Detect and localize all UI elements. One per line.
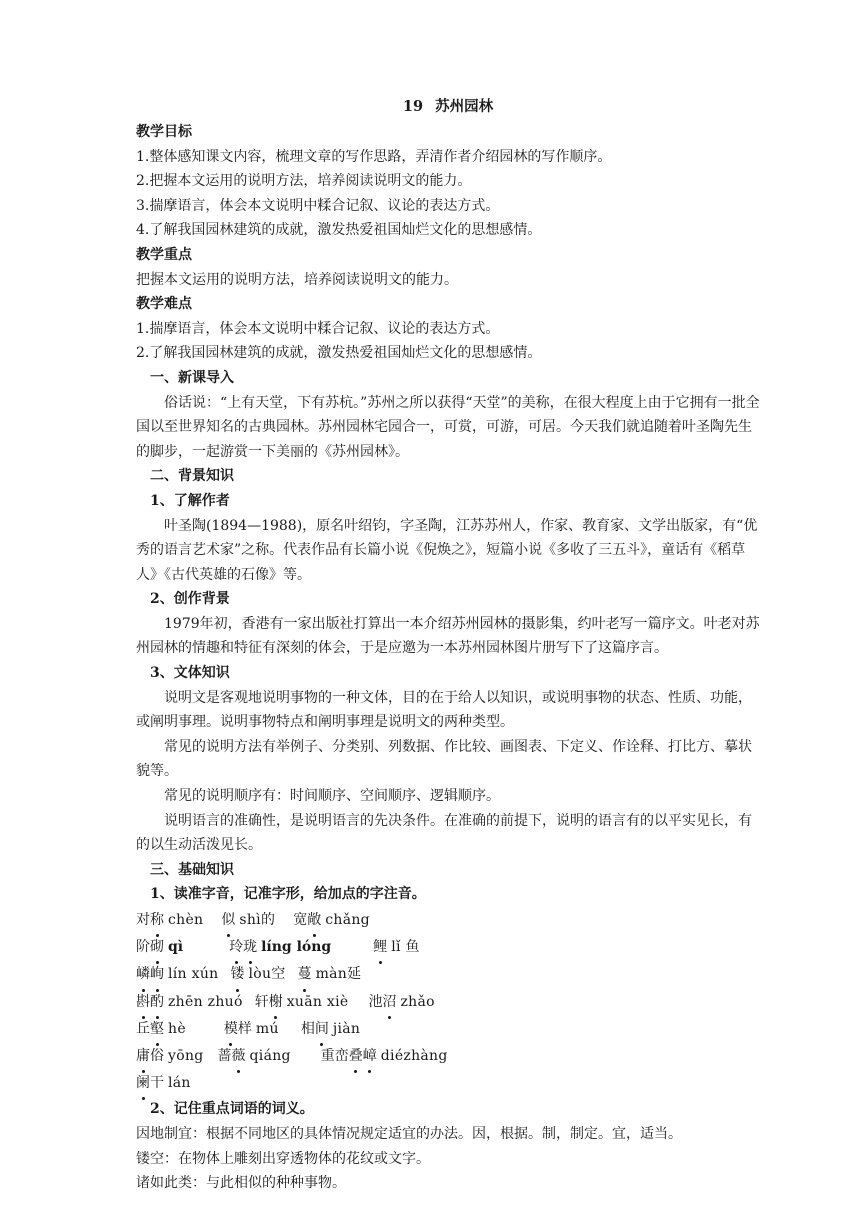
pinyin-annotation: chǎng [325,912,370,928]
basics-heading: 三、基础知识 [150,861,234,878]
pinyin-word [368,989,434,1016]
word-char: 俗 [150,1047,164,1064]
pinyin-annotation: qiáng [249,1047,291,1064]
goal-item: 4.了解我国园林建筑的成就，激发热爱祖国灿烂文化的思想感情。 [136,222,542,239]
vocab-item: 镂空：在物体上雕刻出穿透物体的花纹或文字。 [136,1150,430,1167]
pinyin-annotation: màn延 [315,966,362,983]
dotted-char: 珑 [243,934,257,961]
word-char: 丘 [136,1020,150,1037]
word-char: 宽 [293,912,308,928]
dotted-char: 称 [150,907,164,934]
pinyin-annotation: hè [168,1020,186,1037]
pinyin-annotation: zhēn zhuó [168,993,243,1010]
pinyin-annotation: qì [168,939,184,956]
pinyin-word [224,1016,279,1043]
pinyin-word [136,961,218,988]
vocab-heading: 2、记住重点词语的词义。 [150,1101,314,1118]
pinyin-word [136,934,183,961]
dotted-char: 间 [315,1016,329,1043]
pinyin-word [298,961,362,988]
pinyin-line [136,961,760,988]
dotted-char: 敞 [307,907,321,934]
pinyin-word [136,907,203,934]
word-char: 重峦 [320,1047,349,1064]
pinyin-annotation: líng lóng [261,939,332,956]
dotted-char: 嶂 [363,1043,377,1070]
genre-paragraph: 说明文是客观地说明事物的一种文体，目的在于给人以知识，或说明事物的状态、性质、功能，或阐明事理。说明事物特点和阐明事理是说明文的两种类型。 [136,689,752,731]
dotted-char: 阑 [136,1070,150,1097]
pinyin-annotation: diézhàng [380,1047,448,1064]
genre-heading: 3、文体知识 [150,665,230,682]
pinyin-word [373,934,420,961]
pinyin-line [136,907,760,934]
dotted-char: 似 [221,907,235,934]
pinyin-annotation: lín xún [168,966,219,983]
author-text: 叶圣陶(1894—1988)，原名叶绍钧，字圣陶，江苏苏州人，作家、教育家、文学出版家，有“优秀的语言艺术家”之称。代表作品有长篇小说《倪焕之》，短篇小说《多收了三五斗》，童话有《稻草人》《古代英雄的石像》等。 [136,517,758,583]
pinyin-word [229,934,331,961]
intro-heading: 一、新课导入 [150,369,234,386]
difficulty-item: 2.了解我国园林建筑的成就，激发热爱祖国灿烂文化的思想感情。 [136,345,542,362]
pinyin-word [293,907,370,934]
pinyin-line [136,1070,760,1097]
pinyin-heading: 1、读准字音，记准字形，给加点的字注音。 [150,886,426,903]
intro-text: 俗话说：“上有天堂，下有苏杭。”苏州之所以获得“天堂”的美称，在很大程度上由于它拥有一批全国以至世界知名的古典园林。苏州园林宅园合一，可赏，可游，可居。今天我们就追随着叶圣陶先生的脚步，一起游赏一下美丽的《苏州园林》。 [136,394,760,460]
key-text: 把握本文运用的说明方法，培养阅读说明文的能力。 [136,271,458,288]
word-char: 对 [136,912,150,928]
pinyin-word [218,1043,291,1070]
dotted-char: 斟 [136,989,150,1016]
vocab-item: 因地制宜：根据不同地区的具体情况规定适宜的办法。因，根据。制，制定。宜，适当。 [136,1125,682,1142]
pinyin-annotation: chèn [168,912,204,928]
pinyin-word [321,1043,448,1070]
genre-paragraph: 常见的说明顺序有：时间顺序、空间顺序、逻辑顺序。 [164,788,500,805]
word-char: 干 [150,1075,164,1092]
document-body [136,94,760,1196]
dotted-char: 嶙 [136,961,150,988]
goals-heading: 教学目标 [136,124,192,140]
vocab-item: 诸如此类：与此相似的种种事物。 [136,1175,346,1192]
creation-heading: 2、创作背景 [150,591,230,608]
pinyin-annotation: lǐ 鱼 [391,939,420,956]
word-char: 蔷 [217,1047,232,1064]
dotted-char: 蔓 [298,961,312,988]
pinyin-word [136,1070,191,1097]
word-char: 轩 [254,993,269,1010]
pinyin-annotation: lán [168,1075,191,1092]
goal-item: 3.揣摩语言，体会本文说明中糅合记叙、议论的表达方式。 [136,197,500,214]
pinyin-line [136,989,760,1016]
pinyin-word [230,961,285,988]
pinyin-word [136,989,243,1016]
author-heading: 1、了解作者 [150,492,230,509]
pinyin-annotation: jiàn [332,1020,361,1037]
pinyin-annotation: yōng [168,1047,204,1064]
pinyin-annotation: mú [255,1020,279,1037]
creation-text: 1979年初，香港有一家出版社打算出一本介绍苏州园林的摄影集，约叶老写一篇序文。叶老对苏州园林的情趣和特征有深刻的体会，于是应邀为一本苏州园林图片册写下了这篇序言。 [136,615,760,657]
pinyin-line [136,1016,760,1043]
pinyin-line [136,934,760,961]
background-heading: 二、背景知识 [150,468,234,485]
pinyin-word [301,1016,360,1043]
dotted-char: 庸 [136,1043,150,1070]
genre-paragraph: 常见的说明方法有举例子、分类别、列数据、作比较、画图表、下定义、作诠释、打比方、摹状貌等。 [136,738,752,780]
word-char: 阶 [136,939,150,956]
dotted-char: 砌 [150,934,164,961]
lesson-number: 19 [402,98,424,115]
page-title [136,94,760,120]
dotted-char: 镂 [230,961,244,988]
dotted-char: 峋 [150,961,164,988]
pinyin-annotation: shì的 [239,912,276,928]
pinyin-annotation: lòu空 [248,966,286,983]
dotted-char: 薇 [232,1043,246,1070]
difficulty-heading: 教学难点 [136,296,192,313]
dotted-char: 玲 [229,934,243,961]
pinyin-annotation: zhǎo [400,993,435,1010]
pinyin-word [136,1043,204,1070]
dotted-char: 壑 [150,1016,164,1043]
difficulty-item: 1.揣摩语言，体会本文说明中糅合记叙、议论的表达方式。 [136,320,500,337]
key-heading: 教学重点 [136,246,192,263]
genre-paragraph: 说明语言的准确性，是说明语言的先决条件。在准确的前提下，说明的语言有的以平实见长，有的以生动活泼见长。 [136,812,752,854]
dotted-char: 沼 [382,989,396,1016]
pinyin-list [136,907,760,1097]
dotted-char: 酌 [150,989,164,1016]
pinyin-word [255,989,349,1016]
dotted-char: 模 [224,1016,238,1043]
pinyin-line [136,1043,760,1070]
word-char: 样 [237,1020,252,1037]
dotted-char: 叠 [349,1043,363,1070]
goal-item: 1.整体感知课文内容，梳理文章的写作思路，弄清作者介绍园林的写作顺序。 [136,148,612,165]
word-char: 相 [300,1020,315,1037]
dotted-char: 鲤 [373,934,387,961]
pinyin-word [221,907,275,934]
lesson-title: 苏州园林 [435,98,494,115]
dotted-char: 榭 [269,989,283,1016]
word-char: 池 [368,993,383,1010]
goal-item: 2.把握本文运用的说明方法，培养阅读说明文的能力。 [136,173,472,190]
pinyin-word [136,1016,186,1043]
pinyin-annotation: xuān xiè [286,993,349,1010]
